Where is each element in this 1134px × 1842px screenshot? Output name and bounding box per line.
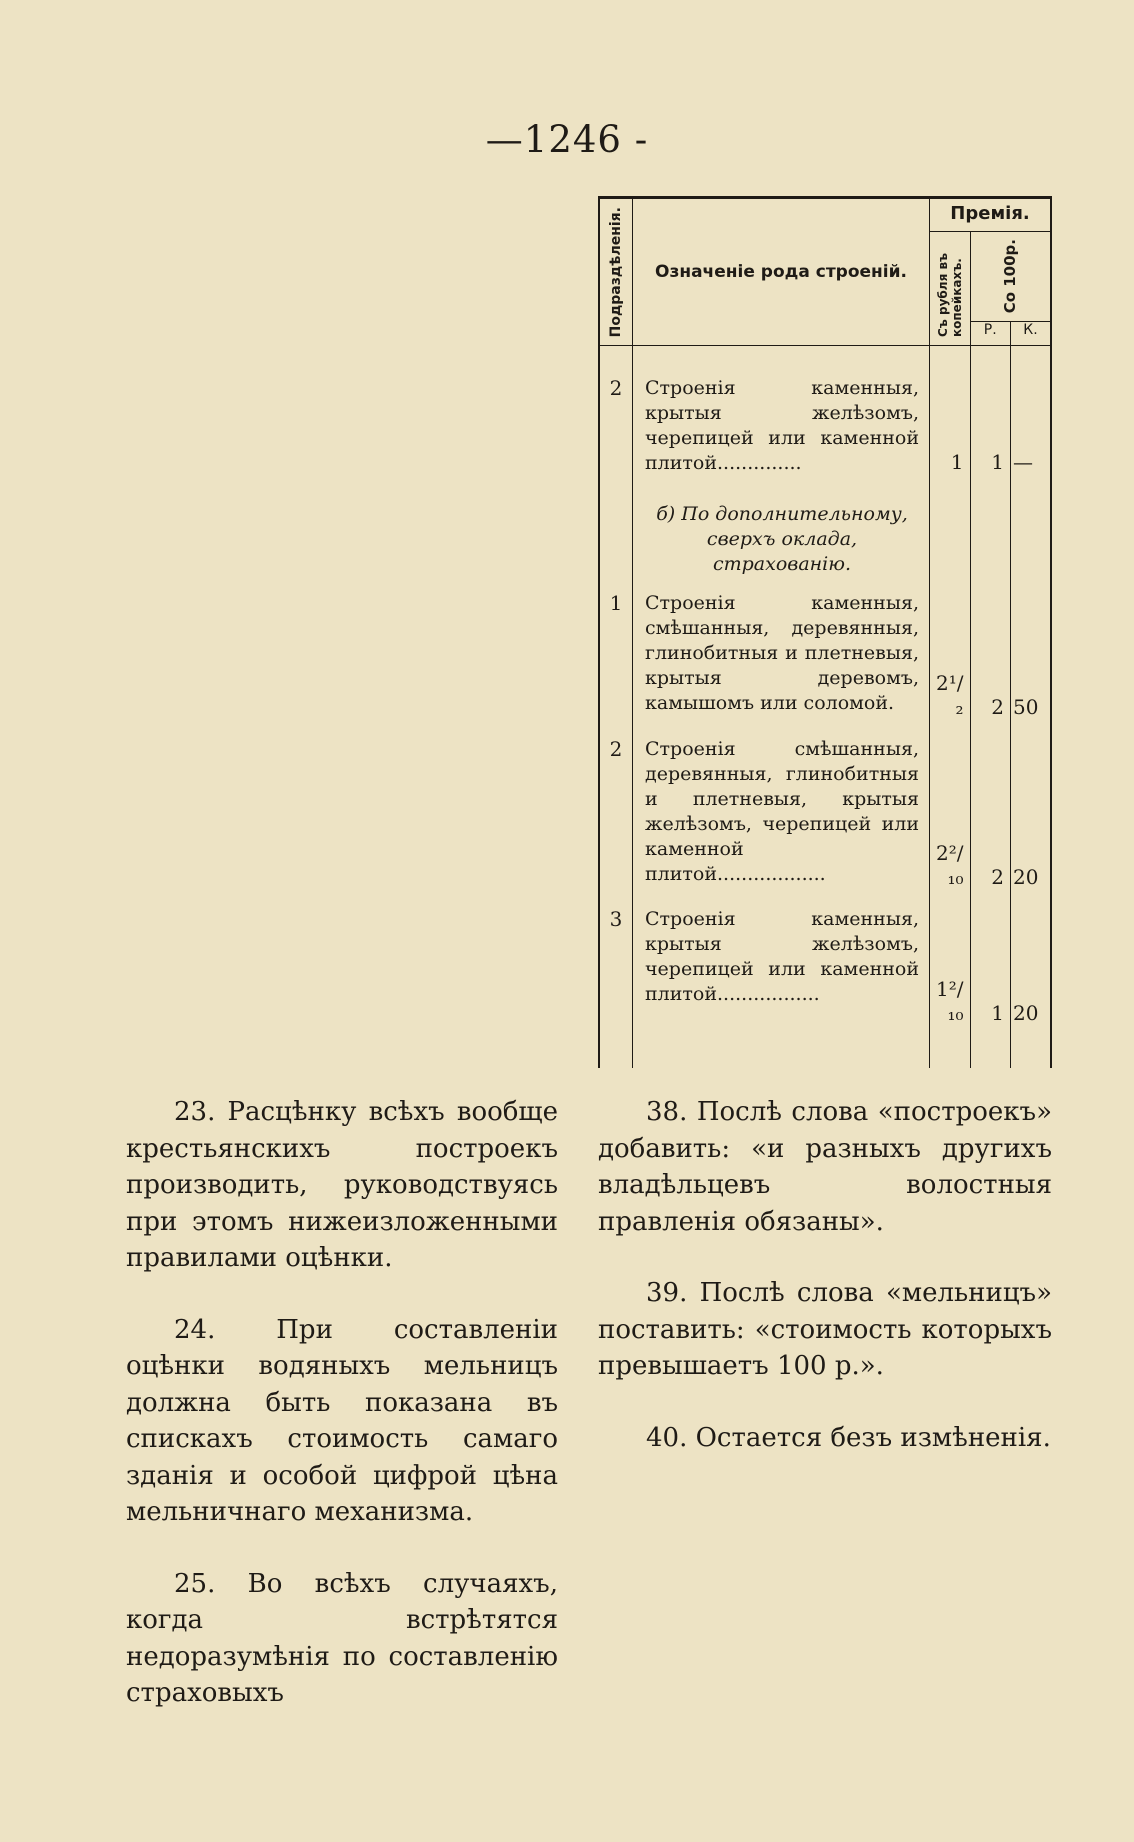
row-2-text: Строенія каменныя, смѣшанныя, деревянныя, глинобитныя и плетневыя, крытыя деревомъ, камышомъ или соломой. bbox=[633, 577, 930, 725]
row-3-kop: 2²/₁₀ bbox=[930, 725, 971, 895]
section-b-heading: б) По дополнительному, сверхъ оклада, страхованію. bbox=[633, 480, 930, 577]
paragraph-25: 25. Во всѣхъ случаяхъ, когда встрѣтятся недоразумѣнія по составленію страховыхъ bbox=[126, 1568, 558, 1708]
row-1-kop: 1 bbox=[930, 346, 971, 480]
row-2-r: 2 bbox=[970, 577, 1011, 725]
row-1-k: — bbox=[1011, 346, 1052, 480]
row-3-text: Строенія смѣшанныя, деревянныя, глинобитныя и плетневыя, крытыя желѣзомъ, черепицей или каменной плитой.................. bbox=[633, 725, 930, 895]
paragraph-24: 24. При составленіи оцѣнки водяныхъ мельницъ должна быть показана въ спискахъ стоимость самаго зданія и особой цифрой цѣна мельничнаго механизма. bbox=[126, 1314, 558, 1527]
header-per-ruble-kop: Съ рубля въ копейкахъ. bbox=[930, 232, 971, 346]
row-4-kop: 1²/₁₀ bbox=[930, 895, 971, 1031]
row-2-kop: 2¹/₂ bbox=[930, 577, 971, 725]
paragraph-38: 38. Послѣ слова «построекъ» добавить: «и разныхъ другихъ владѣльцевъ волостныя правленія обязаны». bbox=[598, 1097, 1052, 1237]
rates-table bbox=[598, 196, 1052, 1068]
row-1-num: 2 bbox=[599, 346, 633, 480]
header-description: Означеніе рода строеній. bbox=[633, 198, 930, 346]
row-4-k: 20 bbox=[1011, 895, 1052, 1031]
row-1-r: 1 bbox=[970, 346, 1011, 480]
header-r: Р. bbox=[970, 322, 1011, 346]
header-premium: Премія. bbox=[930, 198, 1052, 232]
row-4-text: Строенія каменныя, крытыя желѣзомъ, черепицей или каменной плитой................. bbox=[633, 895, 930, 1031]
left-text-column bbox=[126, 1094, 558, 1747]
row-1-text: Строенія каменныя, крытыя желѣзомъ, черепицей или каменной плитой.............. bbox=[633, 346, 930, 480]
paragraph-40: 40. Остается безъ измѣненія. bbox=[646, 1422, 1051, 1453]
header-k: К. bbox=[1011, 322, 1052, 346]
row-3-r: 2 bbox=[970, 725, 1011, 895]
paragraph-23: 23. Расцѣнку всѣхъ вообще крестьянскихъ построекъ производить, руководствуясь при этомъ нижеизложенными правилами оцѣнки. bbox=[126, 1097, 558, 1273]
row-4-num: 3 bbox=[599, 895, 633, 1031]
row-2-k: 50 bbox=[1011, 577, 1052, 725]
right-text-column bbox=[598, 1094, 1052, 1491]
header-subdivision: Подраздѣленія. bbox=[599, 198, 633, 346]
row-3-k: 20 bbox=[1011, 725, 1052, 895]
page-number: —1246 - bbox=[485, 118, 649, 161]
row-3-num: 2 bbox=[599, 725, 633, 895]
row-2-num: 1 bbox=[599, 577, 633, 725]
paragraph-39: 39. Послѣ слова «мельницъ» поставить: «стоимость которыхъ превышаетъ 100 р.». bbox=[598, 1278, 1052, 1381]
header-per-100: Со 100р. bbox=[970, 232, 1051, 322]
row-4-r: 1 bbox=[970, 895, 1011, 1031]
premium-table bbox=[598, 196, 1052, 1068]
